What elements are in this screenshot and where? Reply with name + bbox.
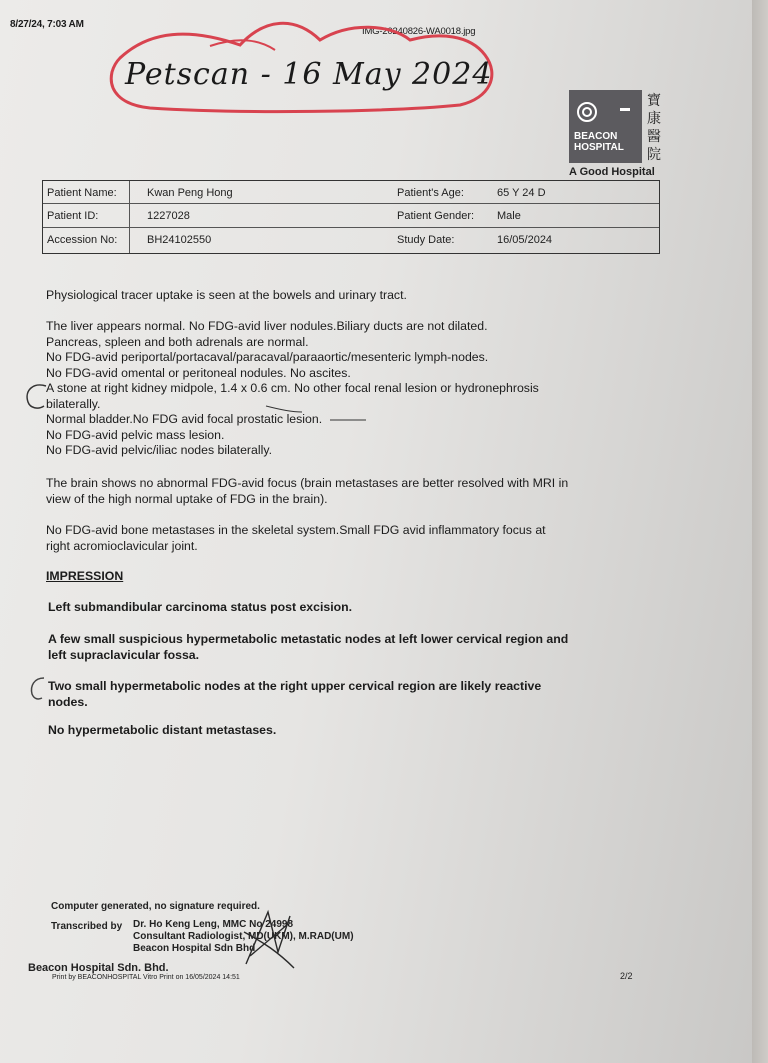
impression-item-1: Left submandibular carcinoma status post excision. <box>48 600 353 614</box>
impression-item-2 <box>48 632 568 663</box>
transcribed-by-label: Transcribed by <box>51 921 123 932</box>
accession-label: Accession No: <box>47 234 118 246</box>
patient-age-label: Patient's Age: <box>397 187 464 199</box>
patient-info-box <box>42 180 660 254</box>
finding-line: A stone at right kidney midpole, 1.4 x 0.6 cm. No other focal renal lesion or hydronephrosis <box>46 381 539 395</box>
impression-heading: IMPRESSION <box>46 569 124 583</box>
finding-line: No FDG-avid pelvic mass lesion. <box>46 427 225 442</box>
impression-item-3 <box>48 679 541 710</box>
page-number: 2/2 <box>620 971 633 981</box>
logo-dash <box>620 108 630 111</box>
finding-line: The liver appears normal. No FDG-avid liver nodules.Biliary ducts are not dilated. <box>46 319 488 333</box>
finding-line: The brain shows no abnormal FDG-avid focus (brain metastases are better resolved with MRI in <box>46 476 569 490</box>
radiologist-org: Beacon Hospital Sdn Bhd <box>133 943 256 954</box>
logo-name <box>574 131 644 153</box>
finding-paragraph-3 <box>46 476 568 507</box>
finding-line: Pancreas, spleen and both adrenals are normal. <box>46 334 309 349</box>
pen-mark <box>26 674 50 704</box>
impression-line: A few small suspicious hypermetabolic metastatic nodes at left lower cervical region and <box>48 632 569 646</box>
finding-paragraph-2 <box>46 319 539 459</box>
patient-name: Kwan Peng Hong <box>147 187 233 199</box>
accession-number: BH24102550 <box>147 234 212 246</box>
impression-line: nodes. <box>48 694 88 709</box>
finding-paragraph-4 <box>46 523 546 554</box>
patient-gender: Male <box>497 210 521 222</box>
computer-generated-note: Computer generated, no signature required. <box>51 901 260 912</box>
patient-age: 65 Y 24 D <box>497 187 546 199</box>
logo-name-line1: BEACON <box>574 131 618 142</box>
finding-line: No FDG-avid bone metastases in the skeletal system.Small FDG avid inflammatory focus at <box>46 523 546 537</box>
impression-line: left supraclavicular fossa. <box>48 647 200 662</box>
patient-id: 1227028 <box>147 210 190 222</box>
divider <box>43 227 659 228</box>
company-name: Beacon Hospital Sdn. Bhd. <box>28 962 169 974</box>
logo-chinese-char-4: 院 <box>647 147 661 163</box>
beacon-swirl-icon <box>576 101 598 123</box>
logo-name-line2: HOSPITAL <box>574 142 624 153</box>
print-timestamp: 8/27/24, 7:03 AM <box>10 19 84 30</box>
print-info: Print by BEACONHOSPITAL Vitro Print on 16/05/2024 14:51 <box>52 974 240 981</box>
image-filename: IMG-20240826-WA0018.jpg <box>362 26 476 37</box>
finding-line: bilaterally. <box>46 396 101 411</box>
logo-chinese-char-3: 醫 <box>647 129 661 145</box>
patient-gender-label: Patient Gender: <box>397 210 475 222</box>
radiologist-role: Consultant Radiologist, MD(UKM), M.RAD(UM) <box>133 931 354 942</box>
finding-line: No FDG-avid omental or peritoneal nodules. No ascites. <box>46 365 351 380</box>
finding-paragraph-1: Physiological tracer uptake is seen at the bowels and urinary tract. <box>46 288 407 302</box>
handwritten-note: Petscan - 16 May 2024 <box>125 57 493 92</box>
divider <box>43 203 659 204</box>
finding-line: No FDG-avid pelvic/iliac nodes bilaterally. <box>46 443 272 457</box>
patient-name-label: Patient Name: <box>47 187 117 199</box>
finding-line: Normal bladder.No FDG avid focal prostatic lesion. <box>46 412 323 426</box>
logo-chinese-name <box>646 92 662 164</box>
divider <box>129 181 130 253</box>
impression-item-4: No hypermetabolic distant metastases. <box>48 723 277 737</box>
pen-underline <box>262 400 382 428</box>
patient-id-label: Patient ID: <box>47 210 99 222</box>
finding-line: right acromioclavicular joint. <box>46 538 198 553</box>
radiologist-name: Dr. Ho Keng Leng, MMC No 24998 <box>133 919 294 930</box>
pen-mark <box>18 380 58 416</box>
study-date: 16/05/2024 <box>497 234 553 246</box>
page-edge-shadow <box>752 0 768 1063</box>
logo-chinese-char-1: 寶 <box>647 93 661 109</box>
handwritten-signature <box>238 902 298 974</box>
study-date-label: Study Date: <box>397 234 455 246</box>
hospital-tagline: A Good Hospital <box>569 166 655 178</box>
finding-line: view of the high normal uptake of FDG in the brain). <box>46 491 328 506</box>
impression-line: Two small hypermetabolic nodes at the right upper cervical region are likely reactive <box>48 679 542 693</box>
finding-line: No FDG-avid periportal/portacaval/paracaval/paraaortic/mesenteric lymph-nodes. <box>46 350 489 364</box>
logo-chinese-char-2: 康 <box>647 111 661 127</box>
